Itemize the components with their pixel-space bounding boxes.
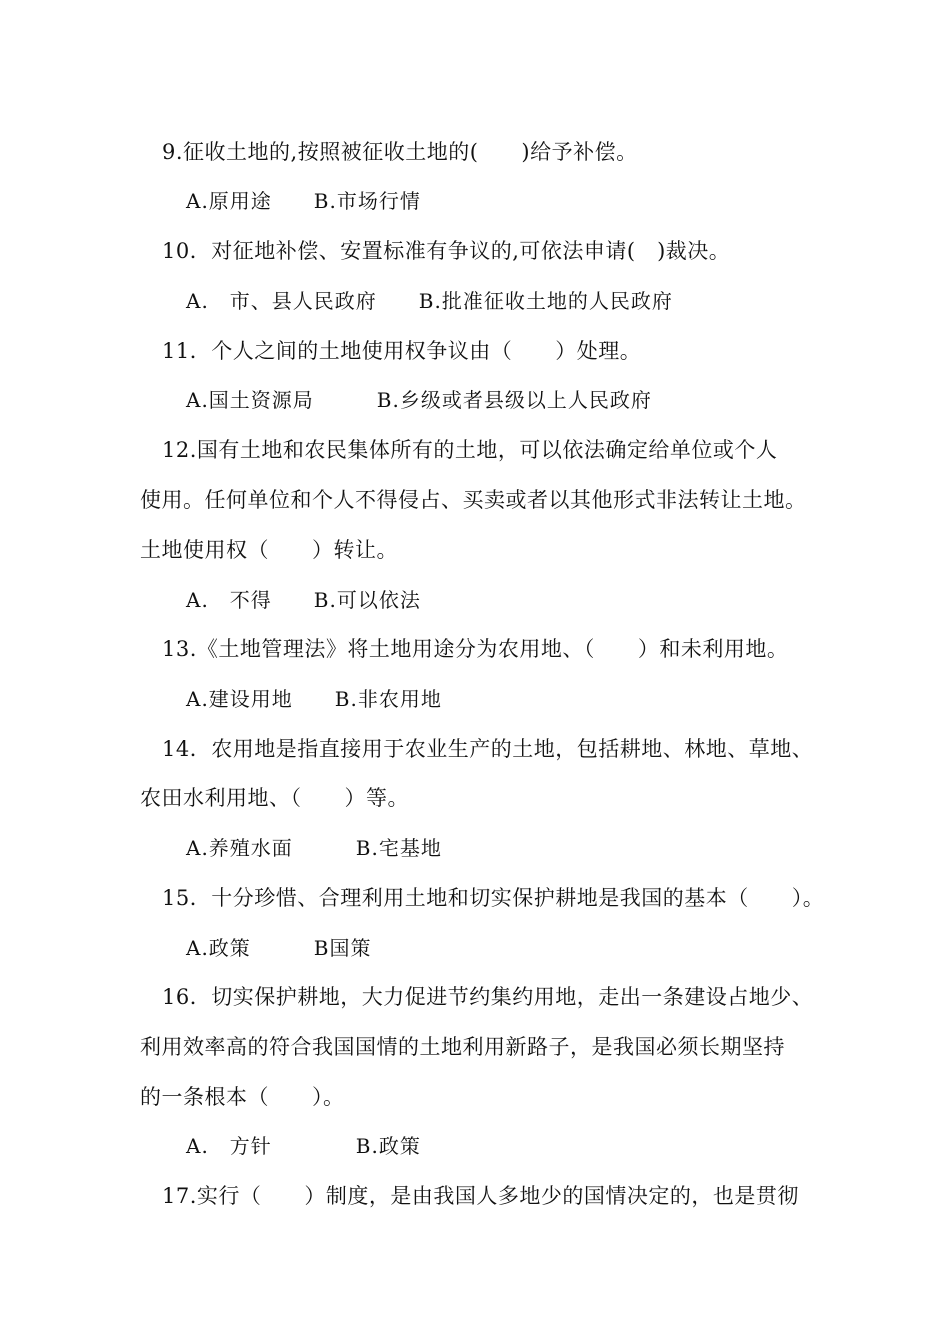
question-16-line-2: 利用效率高的符合我国国情的土地利用新路子，是我国必须长期坚持 — [140, 1035, 785, 1059]
question-10-line-1: 10．对征地补偿、安置标准有争议的,可依法申请( )裁决。 — [162, 239, 731, 263]
question-9-options: A.原用途 B.市场行情 — [186, 189, 421, 213]
question-11-line-1: 11．个人之间的土地使用权争议由（ ）处理。 — [162, 339, 642, 363]
question-15-line-1: 15．十分珍惜、合理利用土地和切实保护耕地是我国的基本（ ）。 — [162, 886, 825, 910]
question-14-options: A.养殖水面 B.宅基地 — [186, 836, 442, 860]
question-15-options: A.政策 B国策 — [186, 936, 372, 960]
question-16-line-1: 16．切实保护耕地，大力促进节约集约用地，走出一条建设占地少、 — [162, 985, 814, 1009]
question-13-options: A.建设用地 B.非农用地 — [186, 687, 442, 711]
question-14-line-2: 农田水利用地、（ ）等。 — [140, 786, 409, 810]
question-17-line-1: 17.实行（ ）制度，是由我国人多地少的国情决定的，也是贯彻 — [162, 1184, 799, 1208]
question-12-line-3: 土地使用权（ ）转让。 — [140, 538, 398, 562]
question-12-line-1: 12.国有土地和农民集体所有的土地，可以依法确定给单位或个人 — [162, 438, 778, 462]
question-16-line-3: 的一条根本（ ）。 — [140, 1085, 345, 1109]
question-12-options: A. 不得 B.可以依法 — [186, 588, 421, 612]
question-12-line-2: 使用。任何单位和个人不得侵占、买卖或者以其他形式非法转让土地。 — [140, 488, 807, 512]
question-13-line-1: 13.《土地管理法》将土地用途分为农用地、（ ）和未利用地。 — [162, 637, 789, 661]
question-16-options: A. 方针 B.政策 — [186, 1134, 421, 1158]
question-10-options: A. 市、县人民政府 B.批准征收土地的人民政府 — [186, 289, 673, 313]
question-14-line-1: 14．农用地是指直接用于农业生产的土地，包括耕地、林地、草地、 — [162, 737, 814, 761]
question-11-options: A.国土资源局 B.乡级或者县级以上人民政府 — [186, 388, 652, 412]
question-9-line-1: 9.征收土地的,按照被征收土地的( )给予补偿。 — [162, 140, 638, 164]
